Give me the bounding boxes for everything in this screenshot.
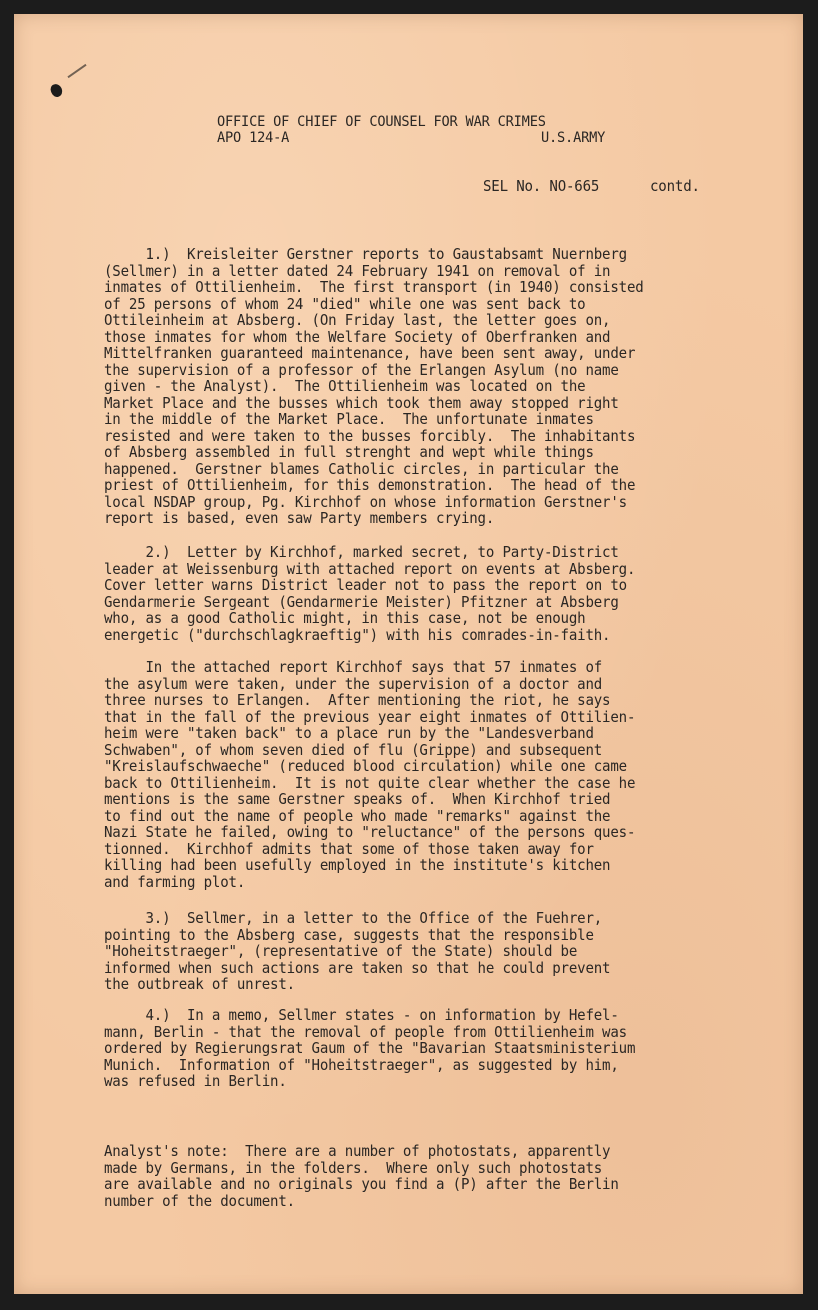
paragraph-1-line: 1.) Kreisleiter Gerstner reports to Gaustabsamt Nuernberg [104,245,627,263]
paragraph-3-line: tionned. Kirchhof admits that some of those taken away for [104,839,594,858]
paragraph-5-line: Munich. Information of "Hoheitstraeger", as suggested by him, [104,1055,619,1074]
paragraph-1-line: inmates of Ottilienheim. The first transport (in 1940) consisted [104,278,644,296]
paragraph-1-line: the supervision of a professor of the Erlangen Asylum (no name [104,360,619,379]
paragraph-1-line: (Sellmer) in a letter dated 24 February 1941 on removal of in [104,261,611,280]
paragraph-1-line: Ottileinheim at Absberg. (On Friday last, the letter goes on, [104,311,611,329]
document-reference: SEL No. NO-665 [483,177,600,195]
paragraph-3-line: "Kreislaufschwaeche" (reduced blood circulation) while one came [104,757,627,775]
office-title: OFFICE OF CHIEF OF COUNSEL FOR WAR CRIMES [217,114,546,130]
pencil-mark [67,64,86,78]
paragraph-1-line: those inmates for whom the Welfare Society of Oberfranken and [104,327,611,346]
paragraph-3-line: killing had been usefully employed in the institute's kitchen [104,856,611,874]
analyst-note-line: made by Germans, in the folders. Where only such photostats [104,1158,603,1177]
paragraph-3-line: Nazi State he failed, owing to "reluctance" of the persons ques- [104,823,636,841]
paragraph-2-line: Gendarmerie Sergeant (Gendarmerie Meister) Pfitzner at Absberg [104,592,619,611]
paragraph-3-line: back to Ottilienheim. It is not quite clear whether the case he [104,773,636,792]
paragraph-5-line: was refused in Berlin. [104,1072,287,1090]
paragraph-1-line: happened. Gerstner blames Catholic circles, in particular the [104,459,619,478]
paragraph-5-line: mann, Berlin - that the removal of people from Ottilienheim was [104,1022,627,1041]
paragraph-1-line: Market Place and the busses which took them away stopped right [104,393,619,412]
paragraph-3-line: the asylum were taken, under the supervision of a doctor and [104,674,603,693]
continued-label: contd. [650,177,700,195]
paragraph-1-line: local NSDAP group, Pg. Kirchhof on whose information Gerstner's [104,492,627,511]
paragraph-2-line: Cover letter warns District leader not to pass the report on to [104,576,627,594]
paragraph-2-line: leader at Weissenburg with attached report on events at Absberg. [104,559,636,578]
paragraph-1-line: report is based, even saw Party members crying. [104,509,495,527]
paragraph-2-line: who, as a good Catholic might, in this case, not be enough [104,609,586,627]
paragraph-2-line: 2.) Letter by Kirchhof, marked secret, to Party-District [104,543,619,561]
document-page [14,14,803,1294]
paragraph-3-line: and farming plot. [104,872,246,891]
paragraph-4-line: "Hoheitstraeger", (representative of the State) should be [104,942,578,960]
analyst-note-line: are available and no originals you find a (P) after the Berlin [104,1175,619,1193]
paragraph-4-line: pointing to the Absberg case, suggests that the responsible [104,925,594,944]
analyst-note-line: number of the document. [104,1191,295,1210]
paragraph-5-line: 4.) In a memo, Sellmer states - on information by Hefel- [104,1006,619,1024]
paragraph-1-line: Mittelfranken guaranteed maintenance, have been sent away, under [104,344,636,362]
paragraph-4-line: informed when such actions are taken so that he could prevent [104,958,611,977]
paragraph-2-line: energetic ("durchschlagkraeftig") with his comrades-in-faith. [104,625,611,644]
paragraph-1-line: of 25 persons of whom 24 "died" while one was sent back to [104,294,586,313]
paragraph-4-line: the outbreak of unrest. [104,975,295,993]
paragraph-3-line: mentions is the same Gerstner speaks of. When Kirchhof tried [104,790,611,808]
paragraph-1-line: resisted and were taken to the busses forcibly. The inhabitants [104,426,636,445]
army-label: U.S.ARMY [541,130,606,146]
paragraph-4-line: 3.) Sellmer, in a letter to the Office of the Fuehrer, [104,909,603,927]
paragraph-3-line: In the attached report Kirchhof says that 57 inmates of [104,658,603,676]
punch-hole [49,83,64,99]
paragraph-3-line: to find out the name of people who made "remarks" against the [104,806,611,825]
paragraph-1-line: of Absberg assembled in full strenght and wept while things [104,443,594,461]
paragraph-5-line: ordered by Regierungsrat Gaum of the "Bavarian Staatsministerium [104,1039,636,1057]
paragraph-3-line: Schwaben", of whom seven died of flu (Grippe) and subsequent [104,740,603,759]
paragraph-1-line: priest of Ottilienheim, for this demonstration. The head of the [104,476,636,494]
paragraph-1-line: in the middle of the Market Place. The unfortunate inmates [104,410,594,428]
paragraph-3-line: that in the fall of the previous year eight inmates of Ottilien- [104,707,636,726]
analyst-note-line: Analyst's note: There are a number of photostats, apparently [104,1142,611,1160]
apo-number: APO 124-A [217,130,290,146]
paragraph-3-line: heim were "taken back" to a place run by the "Landesverband [104,724,594,742]
paragraph-3-line: three nurses to Erlangen. After mentioning the riot, he says [104,691,611,709]
paragraph-1-line: given - the Analyst). The Ottilienheim was located on the [104,377,586,395]
